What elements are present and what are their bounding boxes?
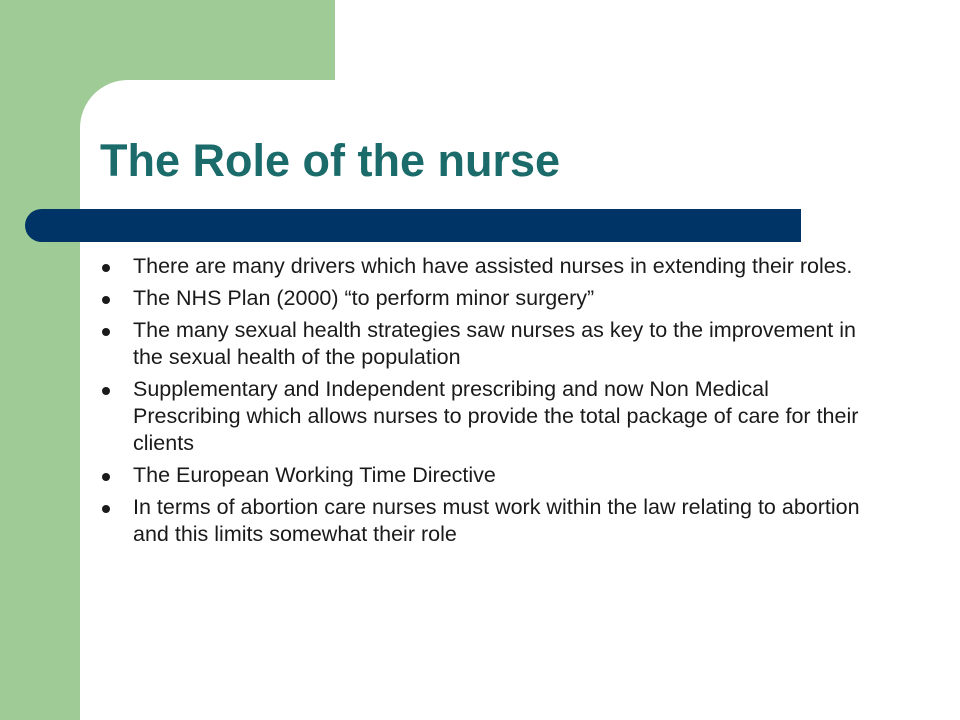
bullet-item (100, 462, 860, 489)
bullet-text: The many sexual health strategies saw nurses as key to the improvement in the sexual health of the population (133, 318, 856, 369)
slide-title: The Role of the nurse (100, 135, 561, 186)
bullet-dot-icon (102, 264, 110, 272)
bullet-item (100, 317, 860, 371)
bullet-text: The NHS Plan (2000) “to perform minor surgery” (133, 286, 595, 310)
bullet-dot-icon (102, 505, 110, 513)
bullet-text: The European Working Time Directive (133, 463, 496, 487)
bullet-dot-icon (102, 473, 110, 481)
bullet-text: There are many drivers which have assisted nurses in extending their roles. (133, 254, 853, 278)
bullet-list (100, 253, 860, 553)
bullet-item (100, 285, 860, 312)
bullet-text: In terms of abortion care nurses must work within the law relating to abortion and this limits somewhat their role (133, 495, 860, 546)
bullet-item (100, 253, 860, 280)
bullet-text: Supplementary and Independent prescribing and now Non Medical Prescribing which allows nurses to provide the total package of care for their clients (133, 377, 859, 455)
bullet-dot-icon (102, 387, 110, 395)
bullet-item (100, 376, 860, 457)
title-underline-bar (25, 209, 801, 242)
bullet-dot-icon (102, 296, 110, 304)
bullet-item (100, 494, 860, 548)
bullet-dot-icon (102, 328, 110, 336)
